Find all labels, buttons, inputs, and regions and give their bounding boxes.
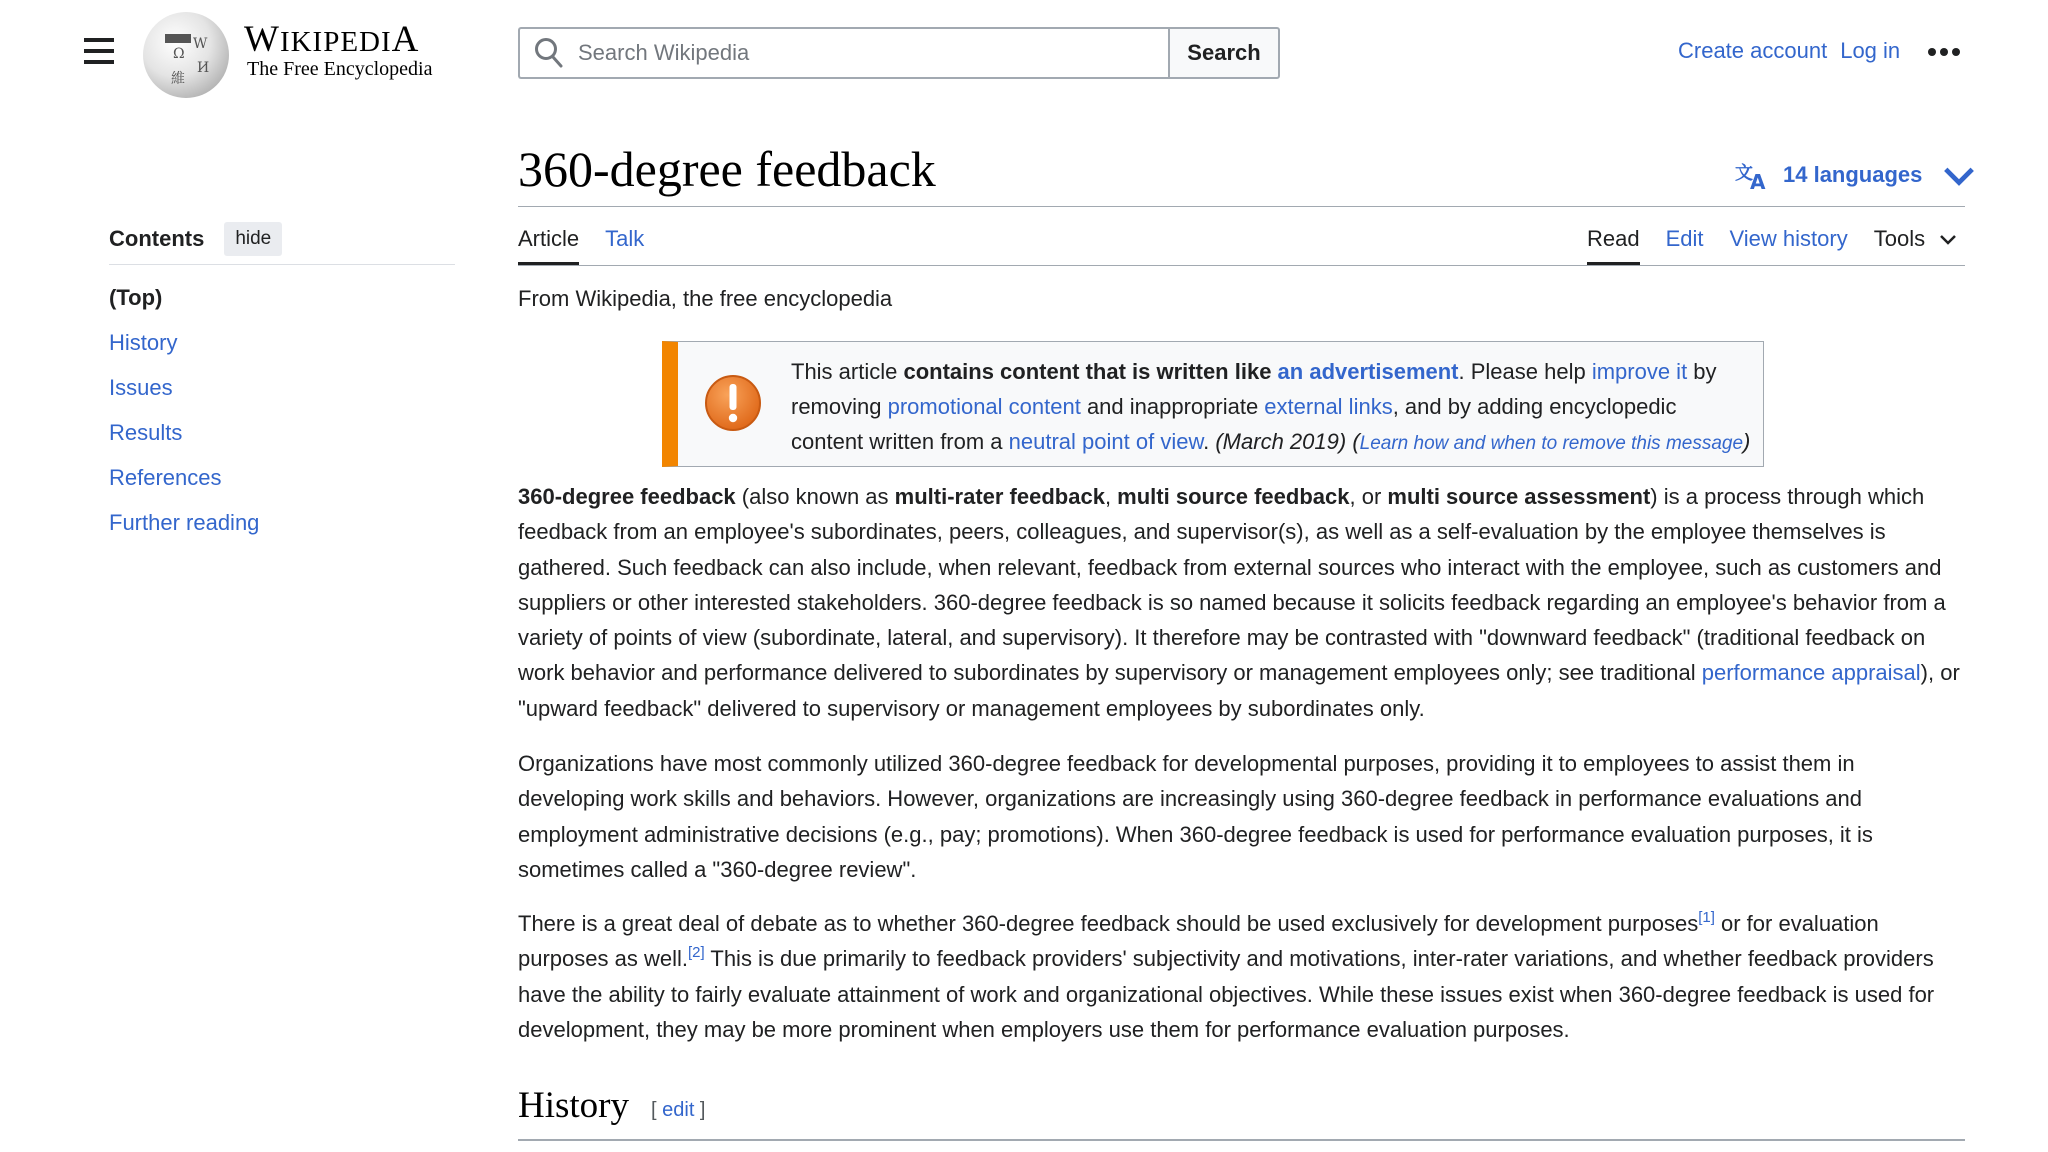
promotional-content-link[interactable]: promotional content <box>887 394 1081 419</box>
notice-bold: contains content that is written like <box>903 359 1278 384</box>
citation-1-link[interactable]: [1] <box>1698 909 1715 926</box>
toc-item-issues[interactable]: Issues <box>109 375 173 400</box>
notice-text: . <box>1203 429 1216 454</box>
toc-header <box>109 222 282 256</box>
toc-title: Contents <box>109 226 205 251</box>
notice-text: by removing <box>791 359 1717 419</box>
namespace-tabs <box>518 226 644 264</box>
user-links <box>1678 38 1908 64</box>
view-tabs <box>1587 226 1957 264</box>
hamburger-menu-icon <box>84 38 114 42</box>
paragraph-text: ) is a process through which feedback from an employee's subordinates, peers, colleagues, and supervisor(s), as well as a self-evaluation by the employee themselves is gathered. Such feedback can also include, when relevant, feedback from external sources who interact with the employee, such as customers and suppliers or other interested stakeholders. 360-degree feedback is so named because it solicits feedback regarding an employee's behavior from a variety of points of view (subordinate, lateral, and supervisory). It therefore may be contrasted with "downward feedback" (traditional feedback on work behavior and performance delivered to subordinates by supervisory or management employees only; see traditional <box>518 484 1946 686</box>
page-title: 360-degree feedback <box>518 141 936 197</box>
term-bold: multi source assessment <box>1387 484 1651 509</box>
tab-read[interactable]: Read <box>1587 226 1640 264</box>
paragraph-text: , <box>1104 484 1118 509</box>
log-in-link[interactable]: Log in <box>1840 38 1901 63</box>
toc-item-history[interactable]: History <box>109 330 178 355</box>
search-icon <box>534 37 564 69</box>
bracket: ] <box>694 1099 706 1121</box>
tab-edit[interactable]: Edit <box>1665 226 1704 251</box>
tabs-divider <box>518 265 1965 266</box>
warning-exclamation-icon <box>704 374 762 432</box>
advert-warning-notice <box>662 341 1764 467</box>
hamburger-line <box>84 60 114 64</box>
toc-item-references[interactable]: References <box>109 465 222 490</box>
svg-text:文: 文 <box>1735 163 1753 184</box>
wikipedia-wordmark[interactable] <box>244 18 419 61</box>
search-form <box>518 27 1280 79</box>
neutral-point-of-view-link[interactable]: neutral point of view <box>1008 429 1204 454</box>
term-bold: multi source feedback <box>1117 484 1350 509</box>
wikipedia-tagline: The Free Encyclopedia <box>247 58 433 80</box>
section-heading-history: History <box>518 1085 629 1126</box>
hamburger-line <box>84 49 114 53</box>
tools-label: Tools <box>1873 226 1926 251</box>
ellipsis-dot <box>1952 48 1960 56</box>
edit-section-link[interactable]: edit <box>662 1099 695 1121</box>
globe-glyph: 維 <box>171 71 185 87</box>
advertisement-link[interactable]: an advertisement <box>1277 359 1459 384</box>
section-edit <box>651 1099 706 1122</box>
notice-message <box>791 354 1751 461</box>
wikipedia-globe-icon[interactable] <box>143 12 229 98</box>
notice-text: . Please help <box>1458 359 1592 384</box>
paragraph-text: or for evaluation purposes as well. <box>518 911 1879 972</box>
paragraph-text: , or <box>1349 484 1388 509</box>
toc-item-top[interactable]: (Top) <box>109 285 163 310</box>
wordmark-letter: A <box>391 19 420 60</box>
table-of-contents <box>109 284 259 554</box>
globe-missing-piece <box>165 34 191 43</box>
notice-text: and inappropriate <box>1080 394 1265 419</box>
paragraph-text: This is due primarily to feedback providers' subjectivity and motivations, inter-rater variations, and whether feedback providers have the ability to fairly evaluate attainment of work and organizational objectives. While these issues exist when 360-degree feedback is used for development, they may be more prominent when employers use them for performance evaluation purposes. <box>518 946 1935 1042</box>
globe-glyph: W <box>193 36 208 52</box>
section-divider <box>518 1139 1965 1141</box>
bracket: [ <box>651 1099 663 1121</box>
remove-message-help-link[interactable]: Learn how and when to remove this message <box>1359 433 1744 454</box>
search-field[interactable] <box>518 27 1168 79</box>
main-menu-button[interactable] <box>84 38 116 68</box>
notice-date: (March 2019) <box>1215 429 1347 454</box>
wordmark-smallcaps: IKIPEDI <box>279 26 392 58</box>
languages-label: 14 languages <box>1783 162 1923 187</box>
toc-hide-button[interactable]: hide <box>224 222 282 256</box>
paragraph-text: There is a great deal of debate as to whether 360-degree feedback should be used exclusively for development purposes <box>518 911 1699 936</box>
toc-item-results[interactable]: Results <box>109 420 183 445</box>
translate-icon <box>1735 160 1769 190</box>
site-subtitle: From Wikipedia, the free encyclopedia <box>518 286 893 311</box>
more-options-button[interactable] <box>1928 40 1962 64</box>
toc-item-further-reading[interactable]: Further reading <box>109 510 260 535</box>
notice-text: , and by adding encyclopedic content written from a <box>791 394 1677 454</box>
chevron-down-icon <box>1939 233 1957 245</box>
external-links-link[interactable]: external links <box>1264 394 1393 419</box>
performance-appraisal-link[interactable]: performance appraisal <box>1701 660 1921 686</box>
chevron-down-icon <box>1942 160 1976 190</box>
citation-2-link[interactable]: [2] <box>687 944 705 962</box>
paragraph-text: (also known as <box>735 484 895 509</box>
search-input[interactable] <box>578 40 1168 66</box>
globe-glyph: И <box>197 60 210 76</box>
lead-paragraph-2: Organizations have most commonly utilized 360-degree feedback for developmental purposes, providing it to employees to assist them in developing work skills and behaviors. However, organizations are increasingly using 360-degree feedback in performance evaluations and employment administrative decisions (e.g., pay; promotions). When 360-degree feedback is used for performance evaluation purposes, it is sometimes called a "360-degree review". <box>518 751 1873 882</box>
lead-paragraph-1 <box>518 479 1965 726</box>
tools-dropdown[interactable] <box>1874 226 1957 264</box>
notice-text: This article <box>791 359 904 384</box>
lead-paragraph-3 <box>518 906 1965 1047</box>
notice-text: ) <box>1743 429 1751 454</box>
svg-text:A: A <box>1750 170 1766 190</box>
term-bold: 360-degree feedback <box>518 484 736 509</box>
tab-article[interactable]: Article <box>518 226 579 264</box>
wordmark-letter: W <box>244 19 280 60</box>
term-bold: multi-rater feedback <box>894 484 1105 509</box>
languages-button[interactable] <box>1735 160 1990 190</box>
ellipsis-icon <box>1928 48 1936 56</box>
notice-text: ( <box>1346 429 1360 454</box>
title-divider <box>518 206 1965 207</box>
search-button[interactable]: Search <box>1168 27 1280 79</box>
globe-glyph: Ω <box>173 46 185 62</box>
toc-divider <box>109 264 455 265</box>
tab-view-history[interactable]: View history <box>1729 226 1848 251</box>
ellipsis-dot <box>1940 48 1948 56</box>
create-account-link[interactable]: Create account <box>1678 38 1828 63</box>
paragraph-text: ), or "upward feedback" delivered to supervisory or management employees by subordinates only. <box>518 660 1960 721</box>
improve-it-link[interactable]: improve it <box>1591 359 1688 384</box>
tab-talk[interactable]: Talk <box>605 226 645 251</box>
